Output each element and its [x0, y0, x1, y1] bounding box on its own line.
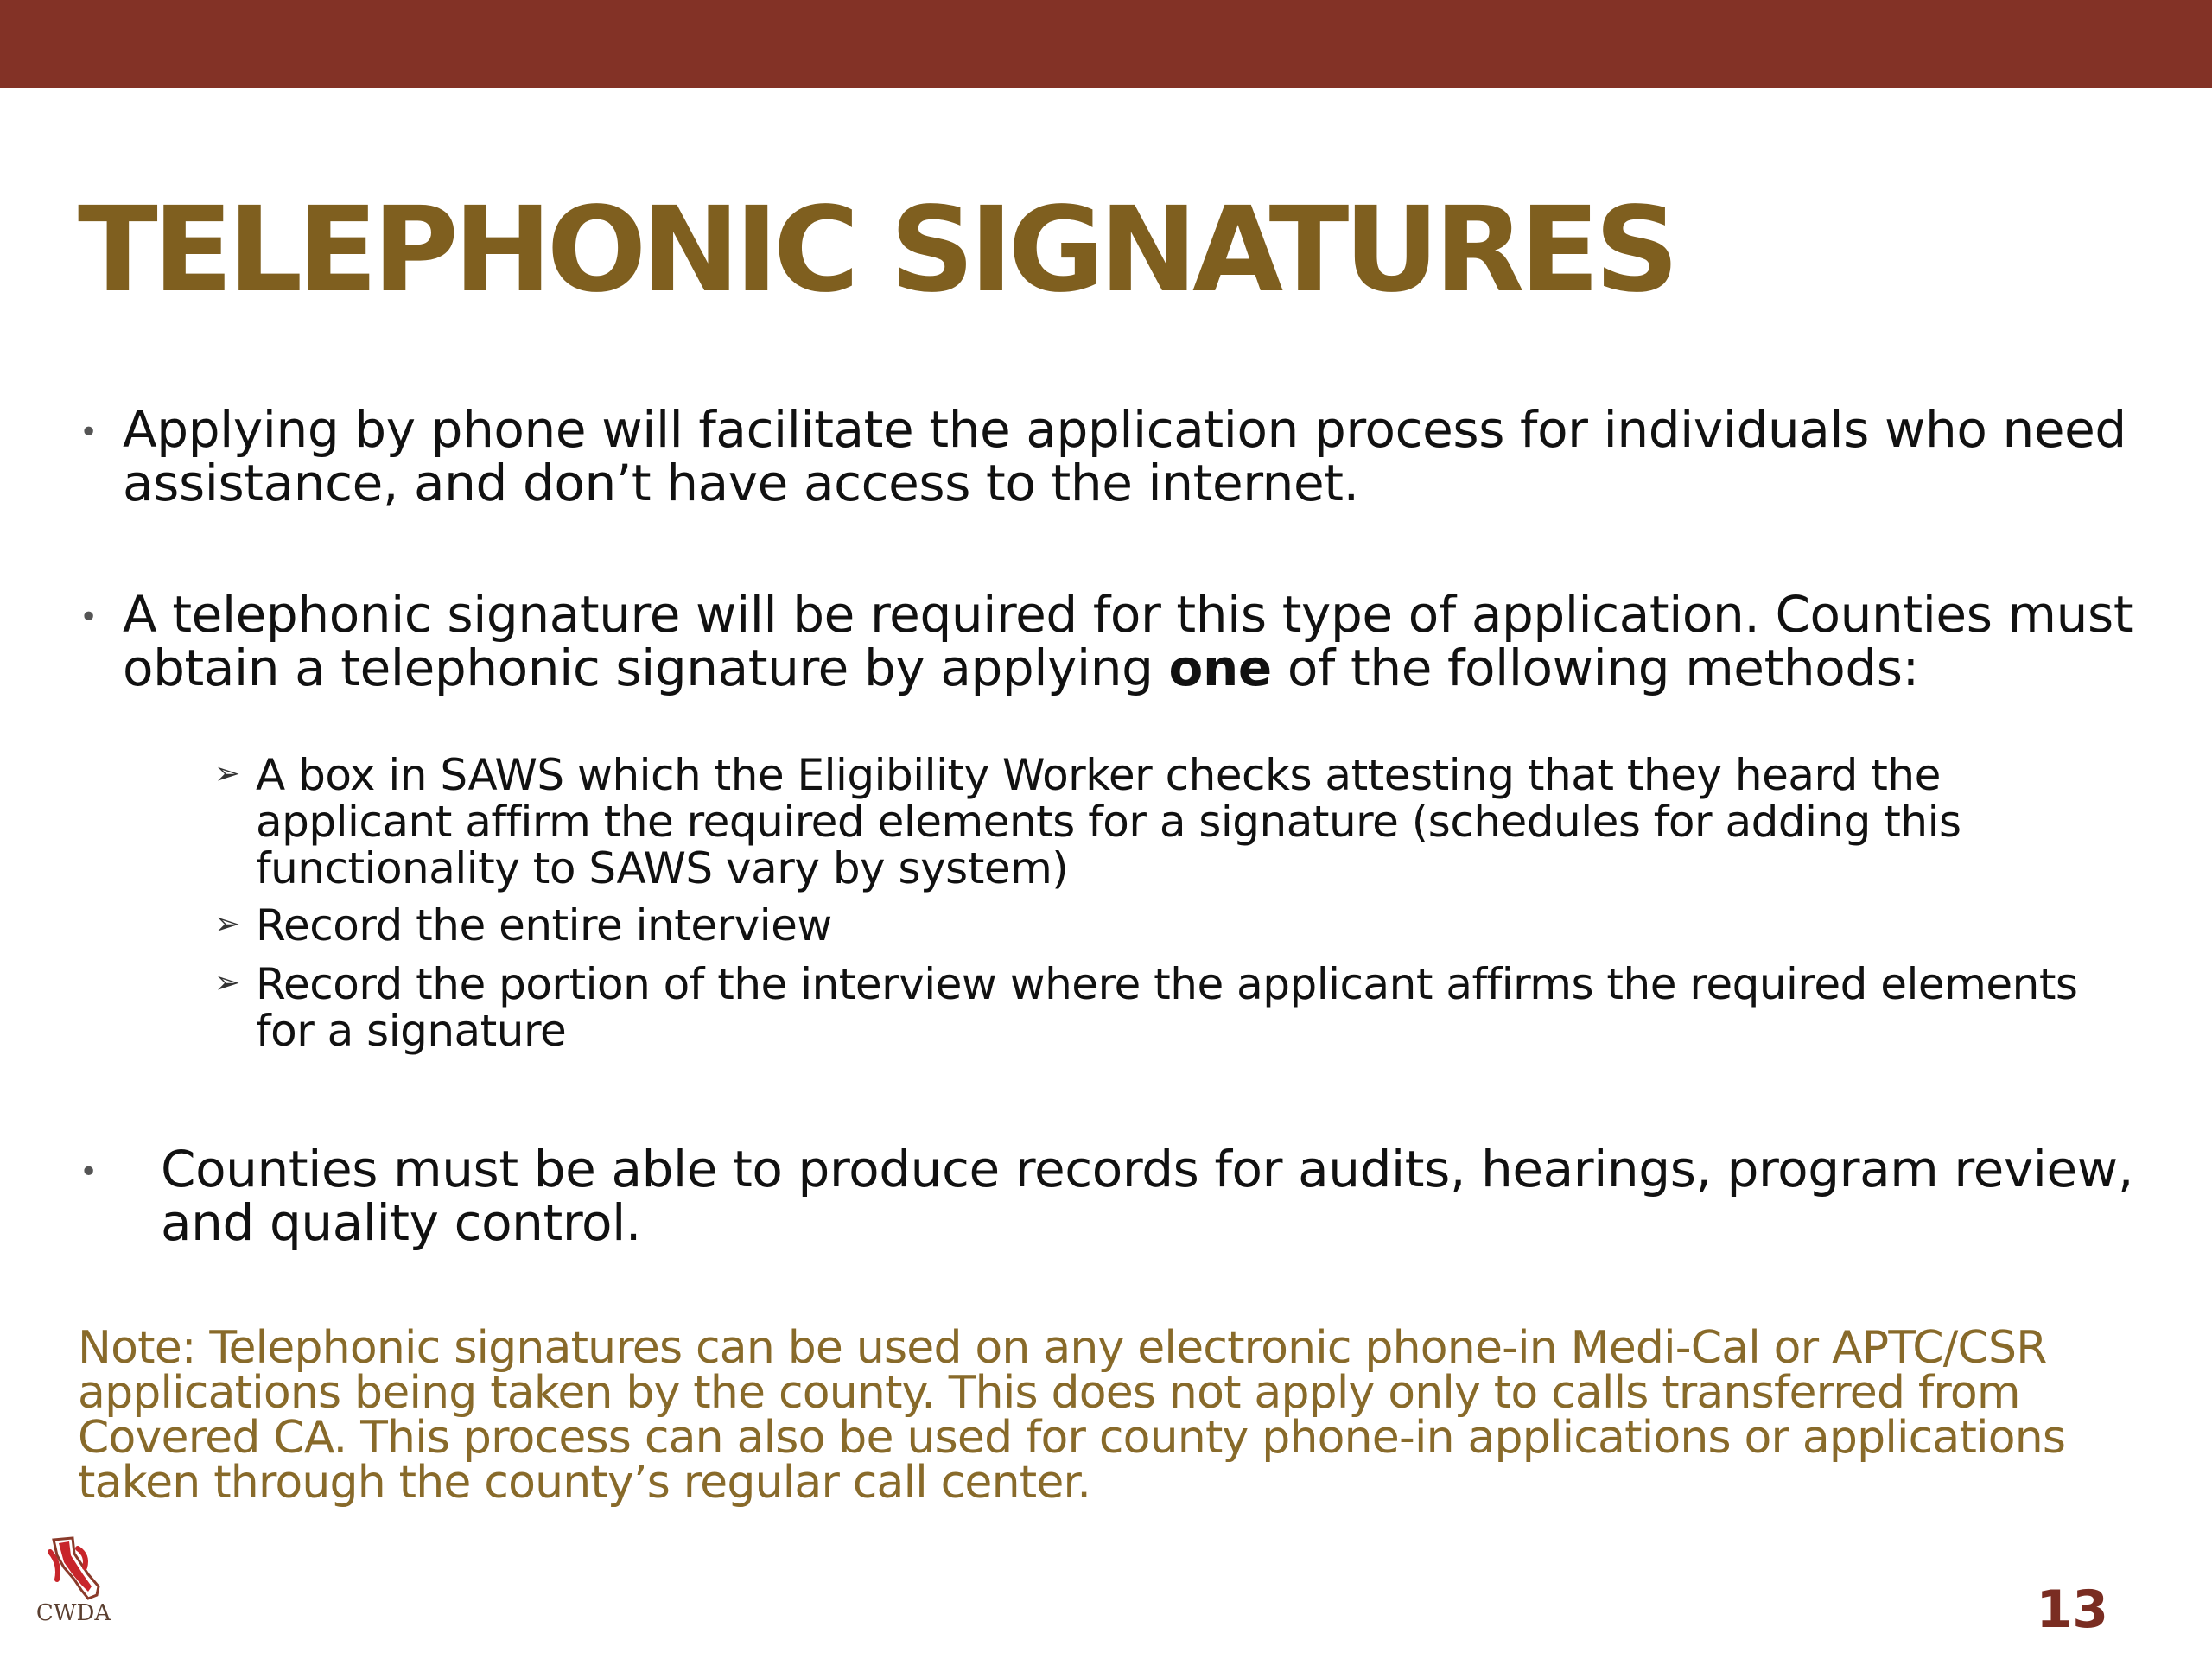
bullet-text-part: of the following methods: — [1271, 639, 1919, 697]
arrow-right-icon: ➢ — [214, 906, 240, 942]
bullet-icon: • — [79, 600, 99, 635]
slide-title: TELEPHONIC SIGNATURES — [78, 182, 1675, 319]
sub-list-item-text: A box in SAWS which the Eligibility Worker checks attesting that they heard the applicant affirm the required elements for a signature (schedules for adding this functionality to SAWS vary by system) — [256, 750, 1961, 893]
sub-list-item — [207, 902, 2108, 949]
method-sublist — [207, 752, 2108, 1054]
bullet-text: Applying by phone will facilitate the application process for individuals who need assistance, and don’t have access to the internet. — [123, 400, 2126, 512]
bullet-text-part: A telephonic signature will be required for this type of application. Counties must obtain a telephonic signature by applying — [123, 585, 2133, 697]
arrow-right-icon: ➢ — [214, 756, 240, 791]
bullet-text — [123, 585, 2153, 697]
arrow-right-icon: ➢ — [214, 965, 240, 1001]
sub-list-item — [207, 961, 2108, 1054]
slide-note: Note: Telephonic signatures can be used on any electronic phone-in Medi-Cal or APTC/CSR applications being taken by the county. This does not apply only to calls transferred from Covered CA. This process can also be used for county phone-in applications or applications taken through the county’s regular call center. — [78, 1322, 2066, 1509]
bullet-icon: • — [79, 415, 99, 450]
bullet-text-emphasis: one — [1168, 639, 1272, 697]
bullet-text: Counties must be able to produce records for audits, hearings, program review, and quality control. — [161, 1140, 2133, 1252]
page-number: 13 — [2036, 1580, 2108, 1640]
logo-caption: CWDA — [35, 1600, 111, 1626]
bullet-icon: • — [79, 1154, 99, 1190]
sub-list-item-text: Record the portion of the interview where the applicant affirms the required elements for a signature — [256, 959, 2078, 1056]
sub-list-item — [207, 752, 2108, 892]
top-header-bar — [0, 0, 2212, 88]
sub-list-item-text: Record the entire interview — [256, 900, 832, 950]
